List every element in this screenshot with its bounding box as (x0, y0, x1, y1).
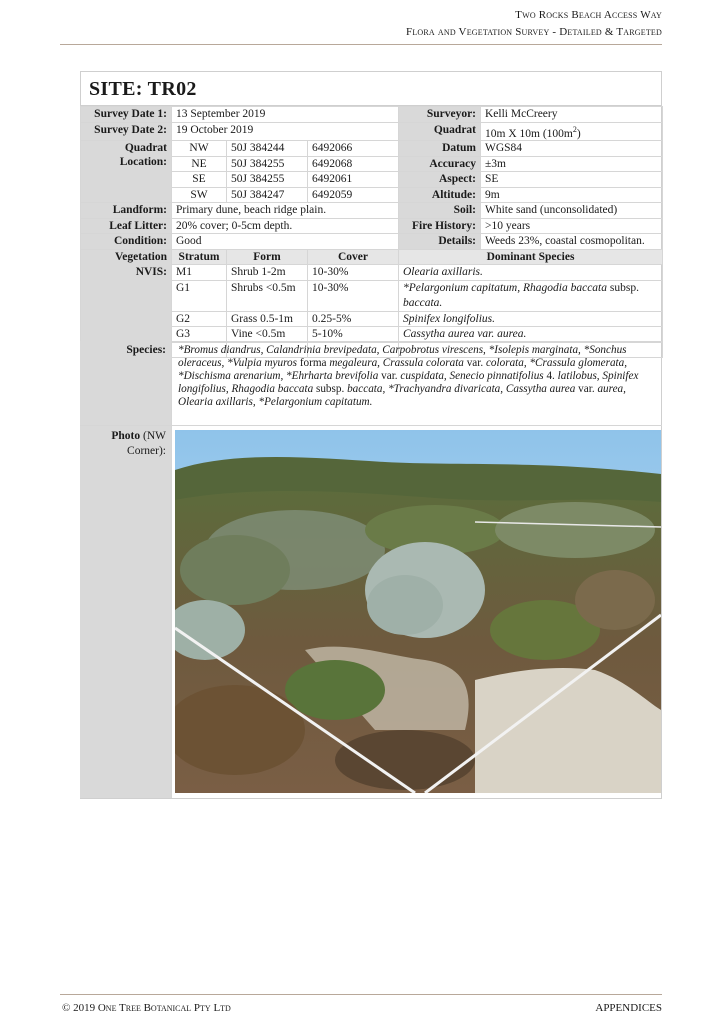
altitude-label: Altitude: (399, 187, 481, 203)
corner-zone-easting: 50J 384255 (227, 156, 308, 172)
corner-name: NW (172, 141, 227, 157)
quadrat-label: Quadrat (399, 122, 481, 141)
stratum-cell: G1 (172, 280, 227, 311)
row-veg-header (81, 249, 663, 265)
leaf-litter-value: 20% cover; 0-5cm depth. (172, 218, 399, 234)
dominant-species-cell: Cassytha aurea var. aurea. (399, 327, 663, 343)
dominant-species-cell: *Pelargonium capitatum, Rhagodia baccata subsp. baccata. (399, 280, 663, 311)
aspect-label: Aspect: (399, 172, 481, 188)
header-report-subtitle: Flora and Vegetation Survey - Detailed & Targeted (406, 26, 662, 38)
quadrat-size-value: 10m X 10m $(100m^2)$ (481, 122, 663, 141)
corner-zone-easting: 50J 384244 (227, 141, 308, 157)
cover-cell: 0.25-5% (308, 311, 399, 327)
vegetation-nvis-label: Vegetation NVIS: (81, 249, 172, 358)
site-details-table (80, 106, 663, 358)
form-cell: Grass 0.5-1m (227, 311, 308, 327)
cover-cell: 5-10% (308, 327, 399, 343)
fire-history-value: >10 years (481, 218, 663, 234)
row-landform (81, 203, 663, 219)
form-cell: Shrubs <0.5m (227, 280, 308, 311)
header-rule (60, 44, 662, 45)
survey-date-2-label: Survey Date 2: (81, 122, 172, 141)
photo-label: Photo (NW Corner): (80, 426, 171, 798)
quadrat-location-label: Quadrat Location: (81, 141, 172, 203)
row-corner-nw (81, 141, 663, 157)
corner-northing: 6492061 (308, 172, 399, 188)
aspect-value: SE (481, 172, 663, 188)
corner-name: NE (172, 156, 227, 172)
corner-northing: 6492068 (308, 156, 399, 172)
survey-date-1-value: 13 September 2019 (172, 107, 399, 123)
details-value: Weeds 23%, coastal cosmopolitan. (481, 234, 663, 250)
datum-label: Datum (399, 141, 481, 157)
cover-cell: 10-30% (308, 265, 399, 281)
surveyor-value: Kelli McCreery (481, 107, 663, 123)
condition-label: Condition: (81, 234, 172, 250)
species-list: *Bromus diandrus, Calandrinia brevipedata, Carpobrotus virescens, *Isolepis marginata, *Sonchus oleraceus, *Vulpia myuros forma megaleura, Crassula colorata var. colorata, *Crassula glomerata, *Dischisma arenarium, *Ehrharta brevifolia var. cuspidata, Senecio pinnatifolius 4. latilobus, Spinifex longifolius, Rhagodia baccata subsp. baccata, *Trachyandra divaricata, Cassytha aurea var. aurea, Olearia axillaris, *Pelargonium capitatum. (178, 344, 639, 408)
corner-zone-easting: 50J 384255 (227, 172, 308, 188)
row-leaf-litter (81, 218, 663, 234)
details-label: Details: (399, 234, 481, 250)
cover-cell: 10-30% (308, 280, 399, 311)
row-dates-1 (81, 107, 663, 123)
dominant-species-cell: Olearia axillaris. (399, 265, 663, 281)
species-label: Species: (80, 341, 171, 425)
site-photo-illustration (175, 430, 661, 793)
dominant-species-cell: Spinifex longifolius. (399, 311, 663, 327)
dominant-species-header: Dominant Species (399, 249, 663, 265)
altitude-value: 9m (481, 187, 663, 203)
soil-label: Soil: (399, 203, 481, 219)
accuracy-value: ±3m (481, 156, 663, 172)
survey-date-2-value: 19 October 2019 (172, 122, 399, 141)
corner-name: SW (172, 187, 227, 203)
fire-history-label: Fire History: (399, 218, 481, 234)
stratum-cell: G3 (172, 327, 227, 343)
form-header: Form (227, 249, 308, 265)
corner-zone-easting: 50J 384247 (227, 187, 308, 203)
condition-value: Good (172, 234, 399, 250)
corner-northing: 6492066 (308, 141, 399, 157)
stratum-cell: G2 (172, 311, 227, 327)
label-column-rule (171, 341, 172, 798)
accuracy-label: Accuracy (399, 156, 481, 172)
corner-name: SE (172, 172, 227, 188)
site-photo (175, 430, 661, 793)
form-cell: Vine <0.5m (227, 327, 308, 343)
datum-value: WGS84 (481, 141, 663, 157)
row-dates-2 (81, 122, 663, 141)
landform-value: Primary dune, beach ridge plain. (172, 203, 399, 219)
row-condition (81, 234, 663, 250)
survey-date-1-label: Survey Date 1: (81, 107, 172, 123)
footer-section: APPENDICES (595, 1002, 662, 1014)
corner-northing: 6492059 (308, 187, 399, 203)
site-title: SITE: TR02 (89, 78, 197, 100)
leaf-litter-label: Leaf Litter: (81, 218, 172, 234)
footer-copyright: © 2019 One Tree Botanical Pty Ltd (62, 1002, 231, 1014)
soil-value: White sand (unconsolidated) (481, 203, 663, 219)
form-cell: Shrub 1-2m (227, 265, 308, 281)
footer-rule (60, 994, 662, 995)
landform-label: Landform: (81, 203, 172, 219)
header-report-title: Two Rocks Beach Access Way (515, 9, 662, 21)
cover-header: Cover (308, 249, 399, 265)
stratum-header: Stratum (172, 249, 227, 265)
stratum-cell: M1 (172, 265, 227, 281)
surveyor-label: Surveyor: (399, 107, 481, 123)
